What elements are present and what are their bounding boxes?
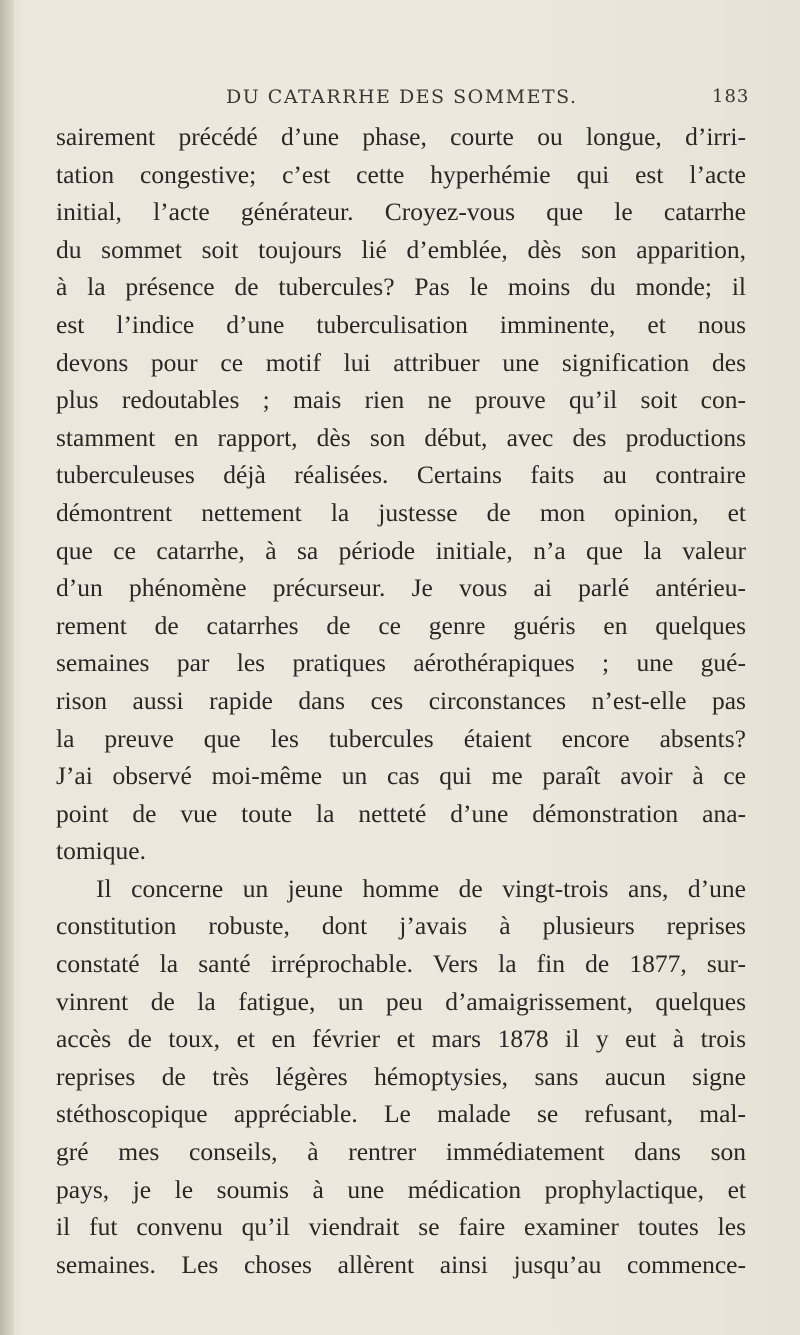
text-line: du sommet soit toujours lié d’emblée, dès son apparition,: [56, 234, 746, 264]
page-number: 183: [712, 86, 750, 107]
text-line: semaines par les pratiques aérothérapiques ; une gué-: [56, 648, 746, 678]
text-line: tomique.: [56, 836, 146, 866]
text-line: rison aussi rapide dans ces circonstances n’est-elle pas: [56, 685, 746, 715]
text-line: tuberculeuses déjà réalisées. Certains faits au contraire: [56, 460, 746, 490]
running-head-title: DU CATARRHE DES SOMMETS.: [226, 86, 578, 108]
text-line: rement de catarrhes de ce genre guéris en quelques: [56, 610, 746, 640]
text-line: reprises de très légères hémoptysies, sans aucun signe: [56, 1061, 746, 1091]
text-line: constitution robuste, dont j’avais à plusieurs reprises: [56, 911, 746, 941]
text-line: J’ai observé moi-même un cas qui me paraît avoir à ce: [56, 761, 746, 791]
text-line: sairement précédé d’une phase, courte ou longue, d’irri-: [56, 122, 746, 151]
text-line: plus redoutables ; mais rien ne prouve qu’il soit con-: [56, 385, 746, 415]
text-line: devons pour ce motif lui attribuer une signification des: [56, 347, 746, 377]
running-head: [0, 86, 800, 116]
text-line: gré mes conseils, à rentrer immédiatement dans son: [56, 1137, 746, 1167]
body-text: [56, 118, 746, 1283]
page-gutter: [0, 0, 14, 1335]
text-line: à la présence de tubercules? Pas le moins du monde; il: [56, 272, 746, 302]
text-line: démontrent nettement la justesse de mon opinion, et: [56, 497, 746, 527]
text-line: constaté la santé irréprochable. Vers la fin de 1877, sur-: [56, 949, 746, 979]
text-line: que ce catarrhe, à sa période initiale, n’a que la valeur: [56, 535, 746, 565]
text-line: il fut convenu qu’il viendrait se faire examiner toutes les: [56, 1212, 746, 1242]
text-line: accès de toux, et en février et mars 1878 il y eut à trois: [56, 1024, 746, 1054]
text-line: tation congestive; c’est cette hyperhémie qui est l’acte: [56, 159, 746, 189]
text-line: la preuve que les tubercules étaient encore absents?: [56, 723, 746, 753]
text-line: point de vue toute la netteté d’une démonstration ana-: [56, 798, 746, 828]
text-line: vinrent de la fatigue, un peu d’amaigrissement, quelques: [56, 986, 746, 1016]
text-line: semaines. Les choses allèrent ainsi jusqu’au commence-: [56, 1249, 746, 1279]
text-line: pays, je le soumis à une médication prophylactique, et: [56, 1174, 746, 1204]
text-line: stéthoscopique appréciable. Le malade se refusant, mal-: [56, 1099, 746, 1129]
text-line: stamment en rapport, dès son début, avec des productions: [56, 422, 746, 452]
text-line: initial, l’acte générateur. Croyez-vous que le catarrhe: [56, 197, 746, 227]
paragraph-start-line: Il concerne un jeune homme de vingt-trois ans, d’une: [96, 873, 746, 903]
text-line: est l’indice d’une tuberculisation imminente, et nous: [56, 309, 746, 339]
text-line: d’un phénomène précurseur. Je vous ai parlé antérieu-: [56, 573, 746, 603]
